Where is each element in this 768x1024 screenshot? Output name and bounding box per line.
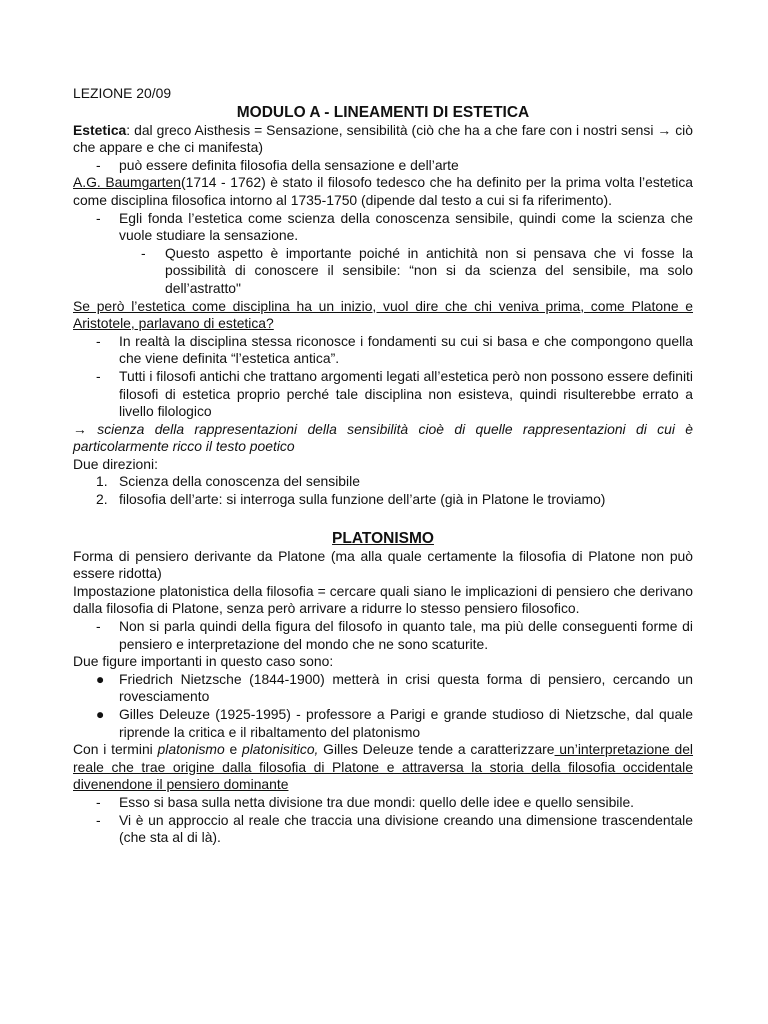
list-item: - Esso si basa sulla netta divisione tra due mondi: quello delle idee e quello sensibile. xyxy=(96,793,635,810)
list-item: - In realtà la disciplina stessa riconosce i fondamenti su cui si basa e che compongono quella che viene definita “l’estetica antica”. xyxy=(96,332,693,367)
lesson-header: LEZIONE 20/09 xyxy=(73,85,172,101)
estetica-term: Estetica xyxy=(73,121,127,138)
estetica-definition: : dal greco Aisthesis = Sensazione, sensibilità (ciò che ha a che fare con i nostri sensi → ciò che appare e che ci manifesta) xyxy=(73,121,693,156)
list-item: - Vi è un approccio al reale che traccia una divisione creando una dimensione trascendentale (che sta al di là). xyxy=(96,811,693,846)
dash-marker: - xyxy=(96,156,101,173)
numbered-item: 2. filosofia dell’arte: si interroga sulla funzione dell’arte (già in Platone le troviamo) xyxy=(96,491,606,508)
list-item: - Tutti i filosofi antichi che trattano argomenti legati all’estetica però non possono essere definiti filosofi di estetica proprio perché tale disciplina non esisteva, quindi risulterebbe errato a livello filologico xyxy=(96,367,693,420)
list-item: - Egli fonda l’estetica come scienza della conoscenza sensibile, quindi come la scienza che vuole studiare la sensazione. xyxy=(96,209,693,244)
bullet-icon: ● xyxy=(96,670,105,687)
bullet-icon: ● xyxy=(96,706,105,722)
figures-label: Due figure importanti in questo caso sono: xyxy=(73,653,334,670)
number-marker: 2. xyxy=(96,491,108,508)
numbered-item: 1. Scienza della conoscenza del sensibile xyxy=(96,473,360,490)
dash-marker: - xyxy=(141,244,146,261)
module-title: MODULO A - LINEAMENTI DI ESTETICA xyxy=(236,103,530,121)
italic-note: → scienza della rappresentazioni della sensibilità cioè di quelle rappresentazioni di cui è particolarmente ricco il testo poetico xyxy=(73,420,693,455)
list-item: - può essere definita filosofia della sensazione e dell’arte xyxy=(96,156,459,173)
bullet-item: ● Friedrich Nietzsche (1844-1900) metterà in crisi questa forma di pensiero, cercando un rovesciamento xyxy=(96,670,693,705)
document-body xyxy=(73,85,693,847)
baumgarten-paragraph: A.G. Baumgarten(1714 - 1762) è stato il filosofo tedesco che ha definito per la prima volta l’estetica come disciplina filosofica intorno al 1735-1750 (dipende dal testo a cui si fa riferimento). xyxy=(73,174,693,208)
question-paragraph: Se però l’estetica come disciplina ha un inizio, vuol dire che chi veniva prima, come Platone e Aristotele, parlavano di estetica? xyxy=(73,297,693,332)
bullet-item: ● Gilles Deleuze (1925-1995) - professore a Parigi e grande studioso di Nietzsche, dal quale riprende la critica e il ribaltamento del platonismo xyxy=(96,706,693,740)
dash-marker: - xyxy=(96,793,101,810)
platonismo-paragraph: Forma di pensiero derivante da Platone (ma alla quale certamente la filosofia di Platone non può essere ridotta) xyxy=(73,547,693,582)
intro-paragraph xyxy=(73,122,693,157)
dash-marker: - xyxy=(96,618,101,635)
section-title-platonismo: PLATONISMO xyxy=(332,529,434,547)
sub-list-item: - Questo aspetto è importante poiché in antichità non si pensava che vi fosse la possibilità di conoscere il sensibile: “non si da scienza del sensibile, ma solo dell’astratto" xyxy=(141,244,693,296)
dash-marker: - xyxy=(96,367,101,384)
baumgarten-name: A.G. Baumgarten xyxy=(73,174,181,191)
platonismo-paragraph: Impostazione platonistica della filosofia = cercare quali siano le implicazioni di pensiero che derivano dalla filosofia di Platone, senza però arrivare a ridurre lo stesso pensiero filosofico. xyxy=(73,582,693,617)
dash-marker: - xyxy=(96,209,101,226)
dash-marker: - xyxy=(96,811,101,828)
directions-label: Due direzioni: xyxy=(73,455,158,472)
list-item: - Non si parla quindi della figura del filosofo in quanto tale, ma più delle conseguenti forme di pensiero e interpretazione del mondo che ne sono scaturite. xyxy=(96,618,693,652)
dash-marker: - xyxy=(96,332,101,349)
deleuze-paragraph: Con i termini platonismo e platonisitico, Gilles Deleuze tende a caratterizzare un’interpretazione del reale che trae origine dalla filosofia di Platone e attraversa la storia della filosofia occidentale divenendone il pensiero dominante xyxy=(73,741,694,793)
number-marker: 1. xyxy=(96,473,108,490)
